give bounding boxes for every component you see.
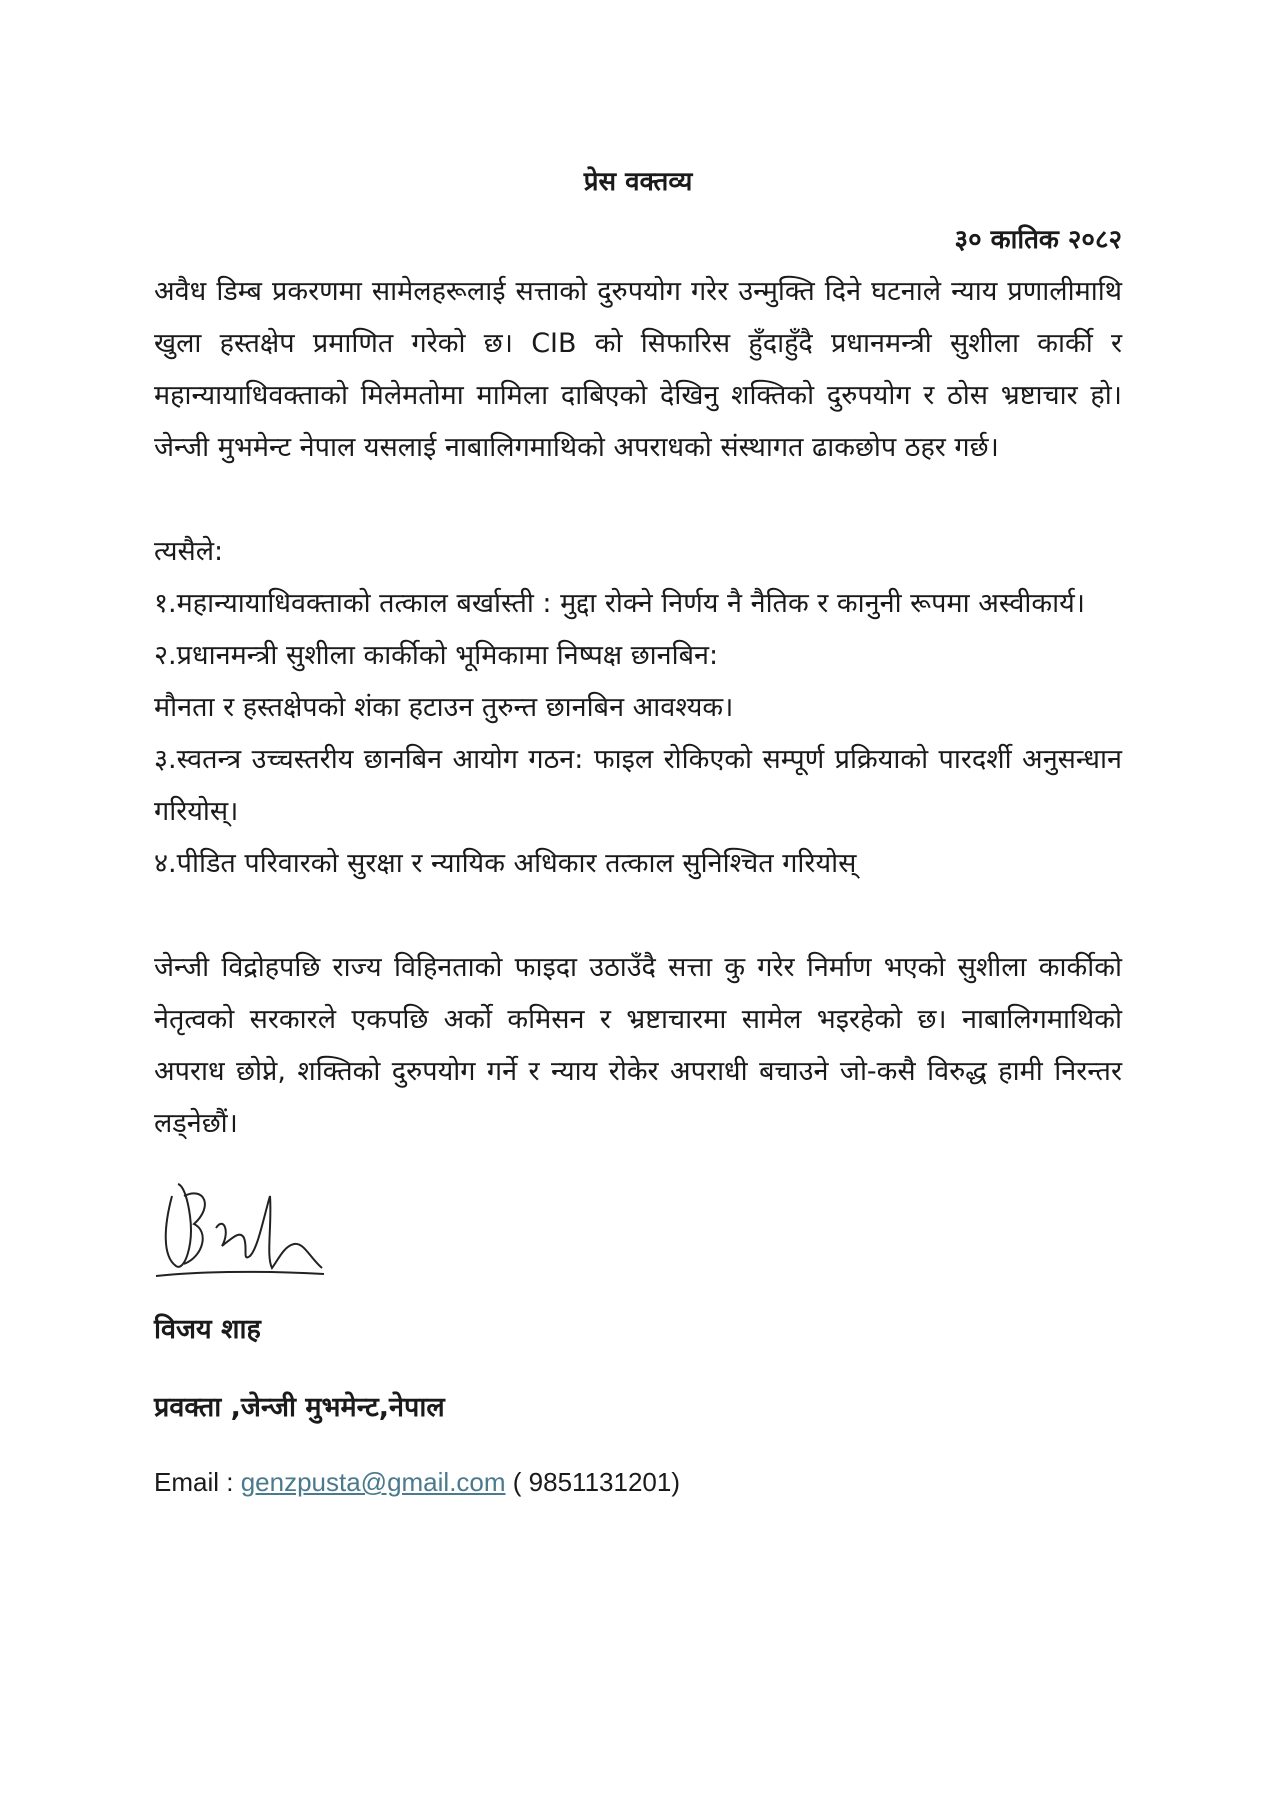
email-link[interactable]: genzpusta@gmail.com	[240, 1467, 506, 1497]
document-title: प्रेस वक्तव्य	[583, 167, 693, 197]
contact-line	[154, 1462, 1122, 1502]
demands-list	[154, 578, 1122, 890]
signer-role: प्रवक्ता ,जेन्जी मुभमेन्ट,नेपाल	[154, 1392, 445, 1423]
demand-item-1: १.महान्यायाधिवक्ताको तत्काल बर्खास्ती : मुद्दा रोक्ने निर्णय नै नैतिक र कानुनी रूपमा अस्वीकार्य।	[154, 588, 1085, 619]
closing-paragraph: जेन्जी विद्रोहपछि राज्य विहिनताको फाइदा उठाउँदै सत्ता कु गरेर निर्माण भएको सुशीला कार्कीको नेतृत्वको सरकारले एकपछि अर्को कमिसन र भ्रष्टाचारमा सामेल भइरहेको छ। नाबालिगमाथिको अपराध छोप्ने, शक्तिको दुरुपयोग गर्ने र न्याय रोकेर अपराधी बचाउने जो-कसै विरुद्ध हामी निरन्तर लड्नेछौं।	[154, 952, 1122, 1139]
demand-item-4: ४.पीडित परिवारको सुरक्षा र न्यायिक अधिकार तत्काल सुनिश्चित गरियोस्	[154, 848, 857, 879]
paragraph-spacer	[154, 890, 1122, 942]
signer-name: विजय शाह	[154, 1314, 261, 1345]
phone-number: ( 9851131201)	[505, 1467, 680, 1497]
intro-paragraph: अवैध डिम्ब प्रकरणमा सामेलहरूलाई सत्ताको दुरुपयोग गरेर उन्मुक्ति दिने घटनाले न्याय प्रणालीमाथि खुला हस्तक्षेप प्रमाणित गरेको छ। CIB को सिफारिस हुँदाहुँदै प्रधानमन्त्री सुशीला कार्की र महान्यायाधिवक्ताको मिलेमतोमा मामिला दाबिएको देखिनु शक्तिको दुरुपयोग र ठोस भ्रष्टाचार हो। जेन्जी मुभमेन्ट नेपाल यसलाई नाबालिगमाथिको अपराधको संस्थागत ढाकछोप ठहर गर्छ।	[154, 276, 1122, 463]
paragraph-spacer	[154, 474, 1122, 526]
demand-item-3: ३.स्वतन्त्र उच्चस्तरीय छानबिन आयोग गठन: फाइल रोकिएको सम्पूर्ण प्रक्रियाको पारदर्शी अनुसन्धान गरियोस्।	[154, 744, 1122, 827]
handwritten-signature	[154, 1176, 334, 1286]
demand-item-2: २.प्रधानमन्त्री सुशीला कार्कीको भूमिकामा निष्पक्ष छानबिन:	[154, 640, 719, 671]
demands-heading: त्यसैले:	[154, 536, 224, 567]
email-label: Email :	[154, 1467, 241, 1497]
demand-item-2-detail: मौनता र हस्तक्षेपको शंका हटाउन तुरुन्त छानबिन आवश्यक।	[154, 692, 734, 723]
document-date: ३० कातिक २०८२	[954, 225, 1122, 255]
press-release-page	[154, 150, 1122, 1502]
